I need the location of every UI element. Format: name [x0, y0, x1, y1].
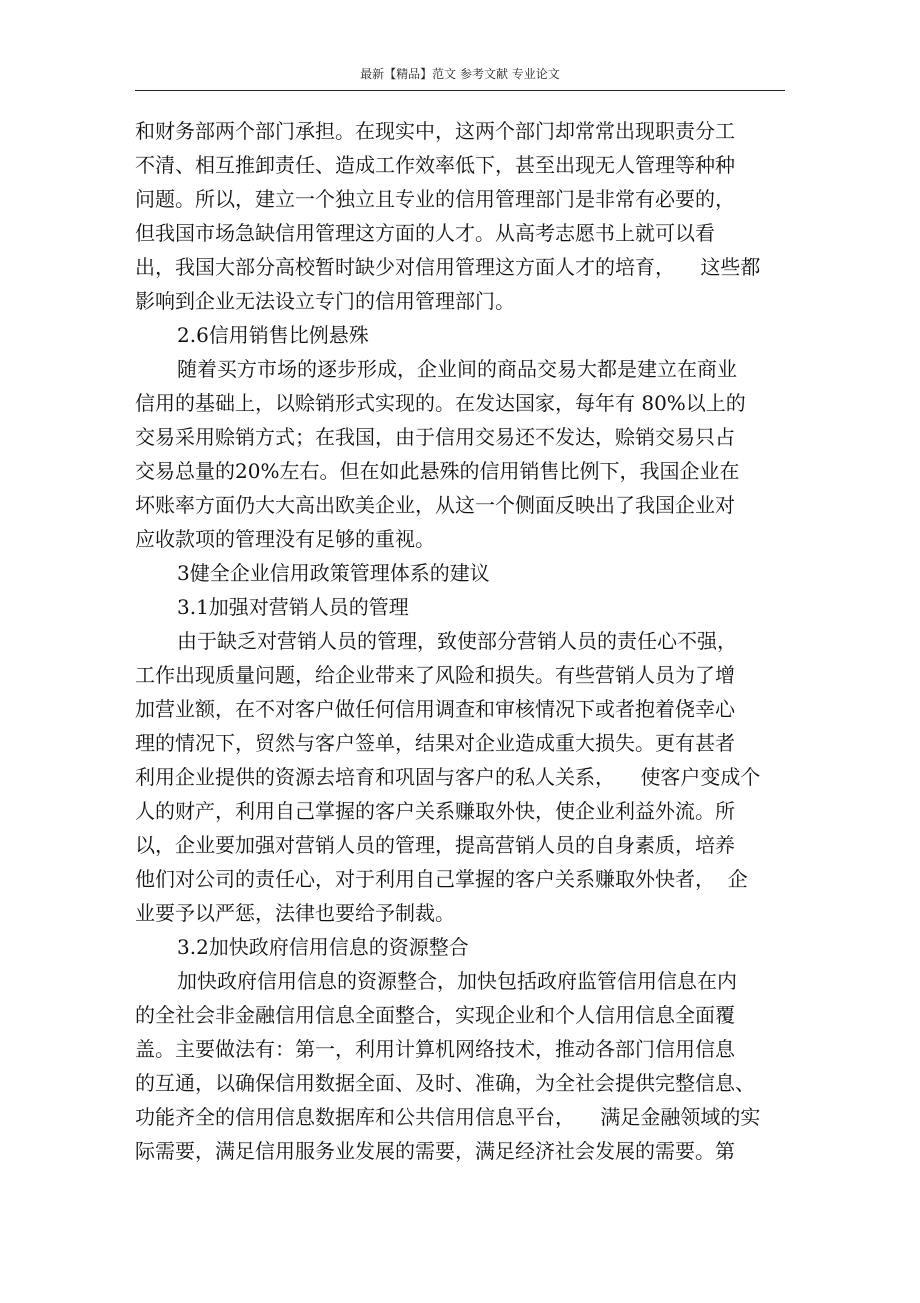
text-line: 影响到企业无法设立专门的信用管理部门。 [135, 289, 515, 313]
text-line: 利用企业提供的资源去培育和巩固与客户的私人关系， 使客户变成个 [135, 765, 761, 789]
text-line: 不清、相互推卸责任、造成工作效率低下，甚至出现无人管理等种种 [135, 153, 735, 177]
text-line: 功能齐全的信用信息数据库和公共信用信息平台， 满足金融领域的实 [135, 1105, 761, 1129]
text-line: 业要予以严惩，法律也要给予制裁。 [135, 901, 455, 925]
text-line: 坏账率方面仍大大高出欧美企业，从这一个侧面反映出了我国企业对 [135, 493, 735, 517]
text-line: 加营业额，在不对客户做任何信用调查和审核情况下或者抱着侥幸心 [135, 697, 735, 721]
text-line: 应收款项的管理没有足够的重视。 [135, 527, 435, 551]
text-line: 但我国市场急缺信用管理这方面的人才。从高考志愿书上就可以看 [135, 221, 715, 245]
text-line: 信用的基础上，以赊销形式实现的。在发达国家，每年有 80%以上的 [135, 391, 746, 415]
section-heading-2-6: 2.6信用销售比例悬殊 [177, 323, 369, 347]
text-line: 以，企业要加强对营销人员的管理，提高营销人员的自身素质，培养 [135, 833, 735, 857]
text-line: 问题。所以，建立一个独立且专业的信用管理部门是非常有必要的， [135, 187, 735, 211]
text-line: 交易总量的20%左右。但在如此悬殊的信用销售比例下，我国企业在 [135, 459, 740, 483]
section-heading-3-1: 3.1加强对营销人员的管理 [177, 595, 409, 619]
text-line: 理的情况下，贸然与客户签单，结果对企业造成重大损失。更有甚者 [135, 731, 735, 755]
text-line: 加快政府信用信息的资源整合，加快包括政府监管信用信息在内 [177, 969, 737, 993]
text-line: 他们对公司的责任心，对于利用自己掌握的客户关系赚取外快者， 企 [135, 867, 748, 891]
text-line: 交易采用赊销方式；在我国，由于信用交易还不发达，赊销交易只占 [135, 425, 735, 449]
document-body [135, 114, 775, 1168]
text-line: 际需要，满足信用服务业发展的需要，满足经济社会发展的需要。第 [135, 1139, 735, 1163]
text-line: 随着买方市场的逐步形成，企业间的商品交易大都是建立在商业 [177, 357, 737, 381]
text-line: 盖。主要做法有：第一，利用计算机网络技术，推动各部门信用信息 [135, 1037, 735, 1061]
text-line: 工作出现质量问题，给企业带来了风险和损失。有些营销人员为了增 [135, 663, 735, 687]
section-heading-3: 3健全企业信用政策管理体系的建议 [177, 561, 490, 585]
page-header: 最新【精品】范文 参考文献 专业论文 [135, 64, 785, 91]
text-line: 出，我国大部分高校暂时缺少对信用管理这方面人才的培育， 这些都 [135, 255, 761, 279]
text-line: 的互通，以确保信用数据全面、及时、准确，为全社会提供完整信息、 [135, 1071, 755, 1095]
text-line: 由于缺乏对营销人员的管理，致使部分营销人员的责任心不强， [177, 629, 737, 653]
text-line: 和财务部两个部门承担。在现实中，这两个部门却常常出现职责分工 [135, 119, 735, 143]
section-heading-3-2: 3.2加快政府信用信息的资源整合 [177, 935, 469, 959]
text-line: 人的财产，利用自己掌握的客户关系赚取外快，使企业利益外流。所 [135, 799, 735, 823]
text-line: 的全社会非金融信用信息全面整合，实现企业和个人信用信息全面覆 [135, 1003, 735, 1027]
